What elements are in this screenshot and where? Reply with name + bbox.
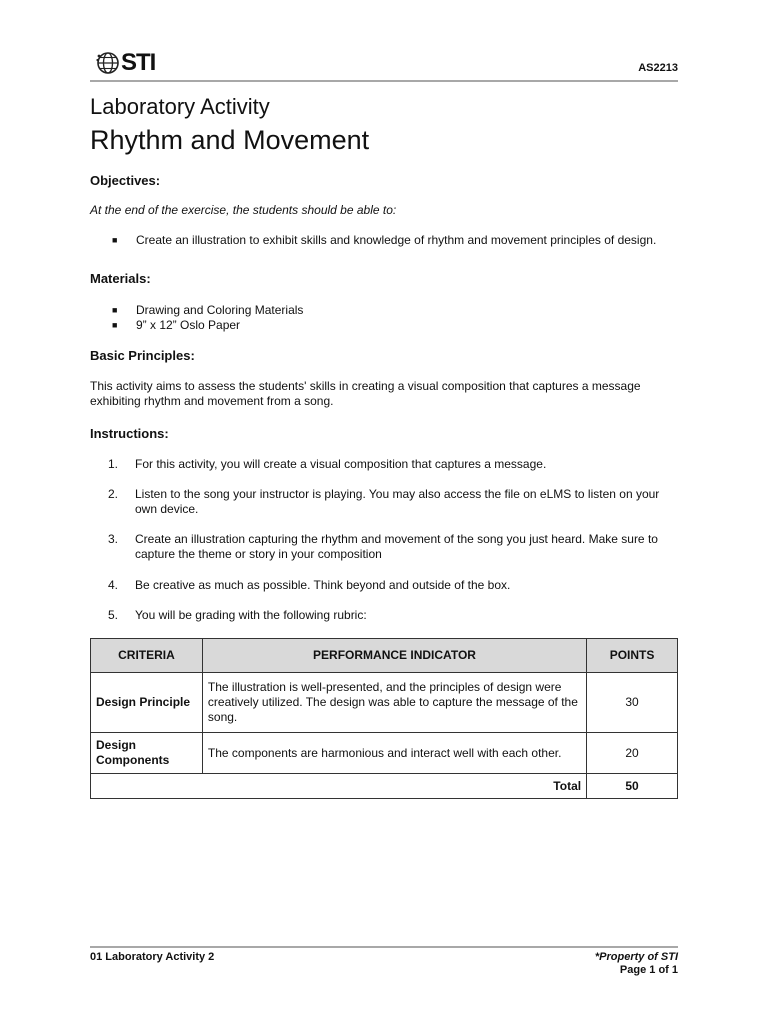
objectives-heading: Objectives:	[90, 173, 161, 188]
bullet-icon: ■	[112, 305, 118, 315]
instruction-number: 2.	[108, 487, 119, 501]
material-item-text: Drawing and Coloring Materials	[136, 303, 304, 317]
instruction-text: For this activity, you will create a visual composition that captures a message.	[135, 457, 547, 471]
instruction-text: Create an illustration capturing the rhythm and movement of the song you just heard. Make sure to capture the theme or story in your composition	[135, 532, 658, 561]
column-header-criteria: CRITERIA	[91, 639, 203, 673]
table-header-row	[91, 639, 678, 673]
material-item-text: 9” x 12” Oslo Paper	[136, 318, 241, 332]
footer-divider	[90, 946, 678, 948]
material-item	[112, 318, 240, 333]
criteria-cell: Design Principle	[91, 673, 203, 733]
points-cell: 30	[587, 673, 678, 733]
sti-logo	[96, 50, 155, 76]
criteria-cell: Design Components	[91, 733, 203, 774]
total-label: Total	[91, 774, 587, 799]
material-item	[112, 303, 303, 318]
instruction-number: 5.	[108, 608, 119, 622]
table-row	[91, 733, 678, 774]
instruction-number: 1.	[108, 457, 119, 471]
header-divider	[90, 80, 678, 82]
table-row	[91, 673, 678, 733]
column-header-indicator: PERFORMANCE INDICATOR	[202, 639, 586, 673]
document-code: AS2213	[638, 62, 678, 74]
instruction-item	[108, 532, 678, 562]
instructions-heading: Instructions:	[90, 426, 169, 441]
objectives-intro: At the end of the exercise, the students should be able to:	[90, 203, 397, 217]
page-title: Rhythm and Movement	[90, 125, 370, 155]
instruction-item	[108, 487, 678, 517]
instruction-number: 3.	[108, 532, 119, 546]
page-subtitle: Laboratory Activity	[90, 94, 270, 119]
instruction-text: You will be grading with the following rubric:	[135, 608, 367, 622]
globe-icon	[96, 51, 120, 75]
instruction-item	[108, 457, 678, 472]
footer-right	[595, 951, 678, 977]
page-number: Page 1 of 1	[619, 964, 678, 976]
bullet-icon: ■	[112, 235, 118, 245]
indicator-cell: The components are harmonious and interact well with each other.	[202, 733, 586, 774]
objective-item-text: Create an illustration to exhibit skills and knowledge of rhythm and movement principles of design.	[136, 233, 657, 247]
instruction-item	[108, 608, 678, 623]
total-row	[91, 774, 678, 799]
instruction-number: 4.	[108, 578, 119, 592]
points-cell: 20	[587, 733, 678, 774]
instruction-text: Listen to the song your instructor is playing. You may also access the file on eLMS to listen on your own device.	[135, 487, 660, 516]
total-value: 50	[587, 774, 678, 799]
indicator-cell: The illustration is well-presented, and the principles of design were creatively utilized. The design was able to capture the message of the song.	[202, 673, 586, 733]
principles-text: This activity aims to assess the students' skills in creating a visual composition that captures a message exhibiting rhythm and movement from a song.	[90, 379, 641, 408]
objective-item	[112, 233, 656, 248]
bullet-icon: ■	[112, 320, 118, 330]
column-header-points: POINTS	[587, 639, 678, 673]
logo-text: STI	[121, 49, 156, 76]
instruction-item	[108, 578, 678, 593]
instruction-text: Be creative as much as possible. Think beyond and outside of the box.	[135, 578, 511, 592]
footer-activity-label: 01 Laboratory Activity 2	[90, 951, 215, 963]
rubric-table	[90, 638, 678, 799]
property-notice: *Property of STI	[594, 951, 678, 963]
principles-heading: Basic Principles:	[90, 348, 195, 363]
materials-heading: Materials:	[90, 271, 151, 286]
